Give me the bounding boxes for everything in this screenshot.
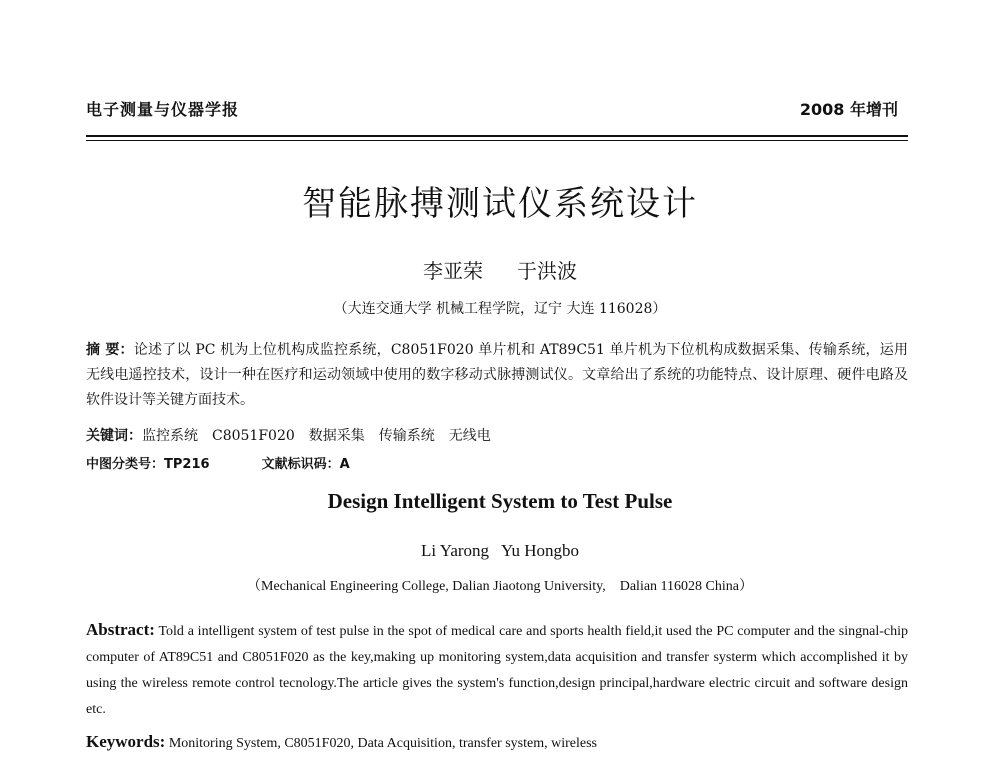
paper-title-cn: 智能脉搏测试仪系统设计 — [302, 184, 698, 224]
author-en-1: Li Yarong — [421, 541, 490, 560]
author-cn-2: 于洪波 — [517, 259, 577, 283]
journal-name: 电子测量与仪器学报 — [86, 100, 240, 119]
authors-en — [0, 541, 1000, 561]
keywords-en — [86, 732, 908, 752]
keywords-cn — [86, 425, 908, 445]
issue-label: 2008 年增刊 — [799, 100, 898, 119]
affiliation-en: （Mechanical Engineering College, Dalian Jiaotong University, Dalian 116028 China） — [247, 579, 753, 594]
author-en-2: Yu Hongbo — [501, 541, 579, 560]
abstract-en-text: Told a intelligent system of test pulse in the spot of medical care and sports health field,it used the PC computer and the singnal-chip computer of AT89C51 and C8051F020 as the key,making up monitoring system,data acquisition and transfer systerm which accomplished it by using the wireless remote control tecnology.The article gives the system's function,design principal,hardware electric circuit and software design etc. — [86, 624, 908, 717]
header-rule-thin — [86, 140, 908, 141]
header-rule-thick — [86, 135, 908, 137]
doc-code-label: 文献标识码： — [261, 457, 340, 472]
keywords-en-text: Monitoring System, C8051F020, Data Acquisition, transfer system, wireless — [168, 736, 597, 751]
abstract-en — [86, 617, 908, 723]
keyword-cn-5: 无线电 — [448, 428, 491, 444]
abstract-cn-text: 论述了以 PC 机为上位机构成监控系统，C8051F020 单片机和 AT89C51 单片机为下位机构成数据采集、传输系统，运用无线电遥控技术，设计一种在医疗和运动领域中使用的数字移动式脉搏测试仪。文章给出了系统的功能特点、设计原理、硬件电路及软件设计等关键方面技术。 — [86, 342, 909, 408]
keyword-cn-1: 监控系统 — [142, 428, 198, 444]
authors-cn — [0, 255, 1000, 284]
doc-code-value: A — [339, 457, 350, 472]
abstract-en-label: Abstract: — [86, 620, 155, 639]
clc-value: TP216 — [164, 457, 210, 472]
keyword-cn-3: 数据采集 — [308, 428, 365, 444]
keyword-cn-2: C8051F020 — [212, 428, 295, 444]
clc-label: 中图分类号： — [86, 457, 165, 472]
abstract-cn — [86, 338, 908, 413]
abstract-cn-label: 摘 要： — [86, 342, 134, 358]
classification-row — [86, 453, 908, 472]
keywords-cn-label: 关键词： — [86, 428, 142, 444]
keywords-en-label: Keywords: — [86, 732, 166, 751]
affiliation-cn: （大连交通大学 机械工程学院，辽宁 大连 116028） — [333, 301, 667, 317]
author-cn-1: 李亚荣 — [423, 259, 483, 283]
keyword-cn-4: 传输系统 — [378, 428, 435, 444]
paper-title-en: Design Intelligent System to Test Pulse — [327, 489, 673, 513]
